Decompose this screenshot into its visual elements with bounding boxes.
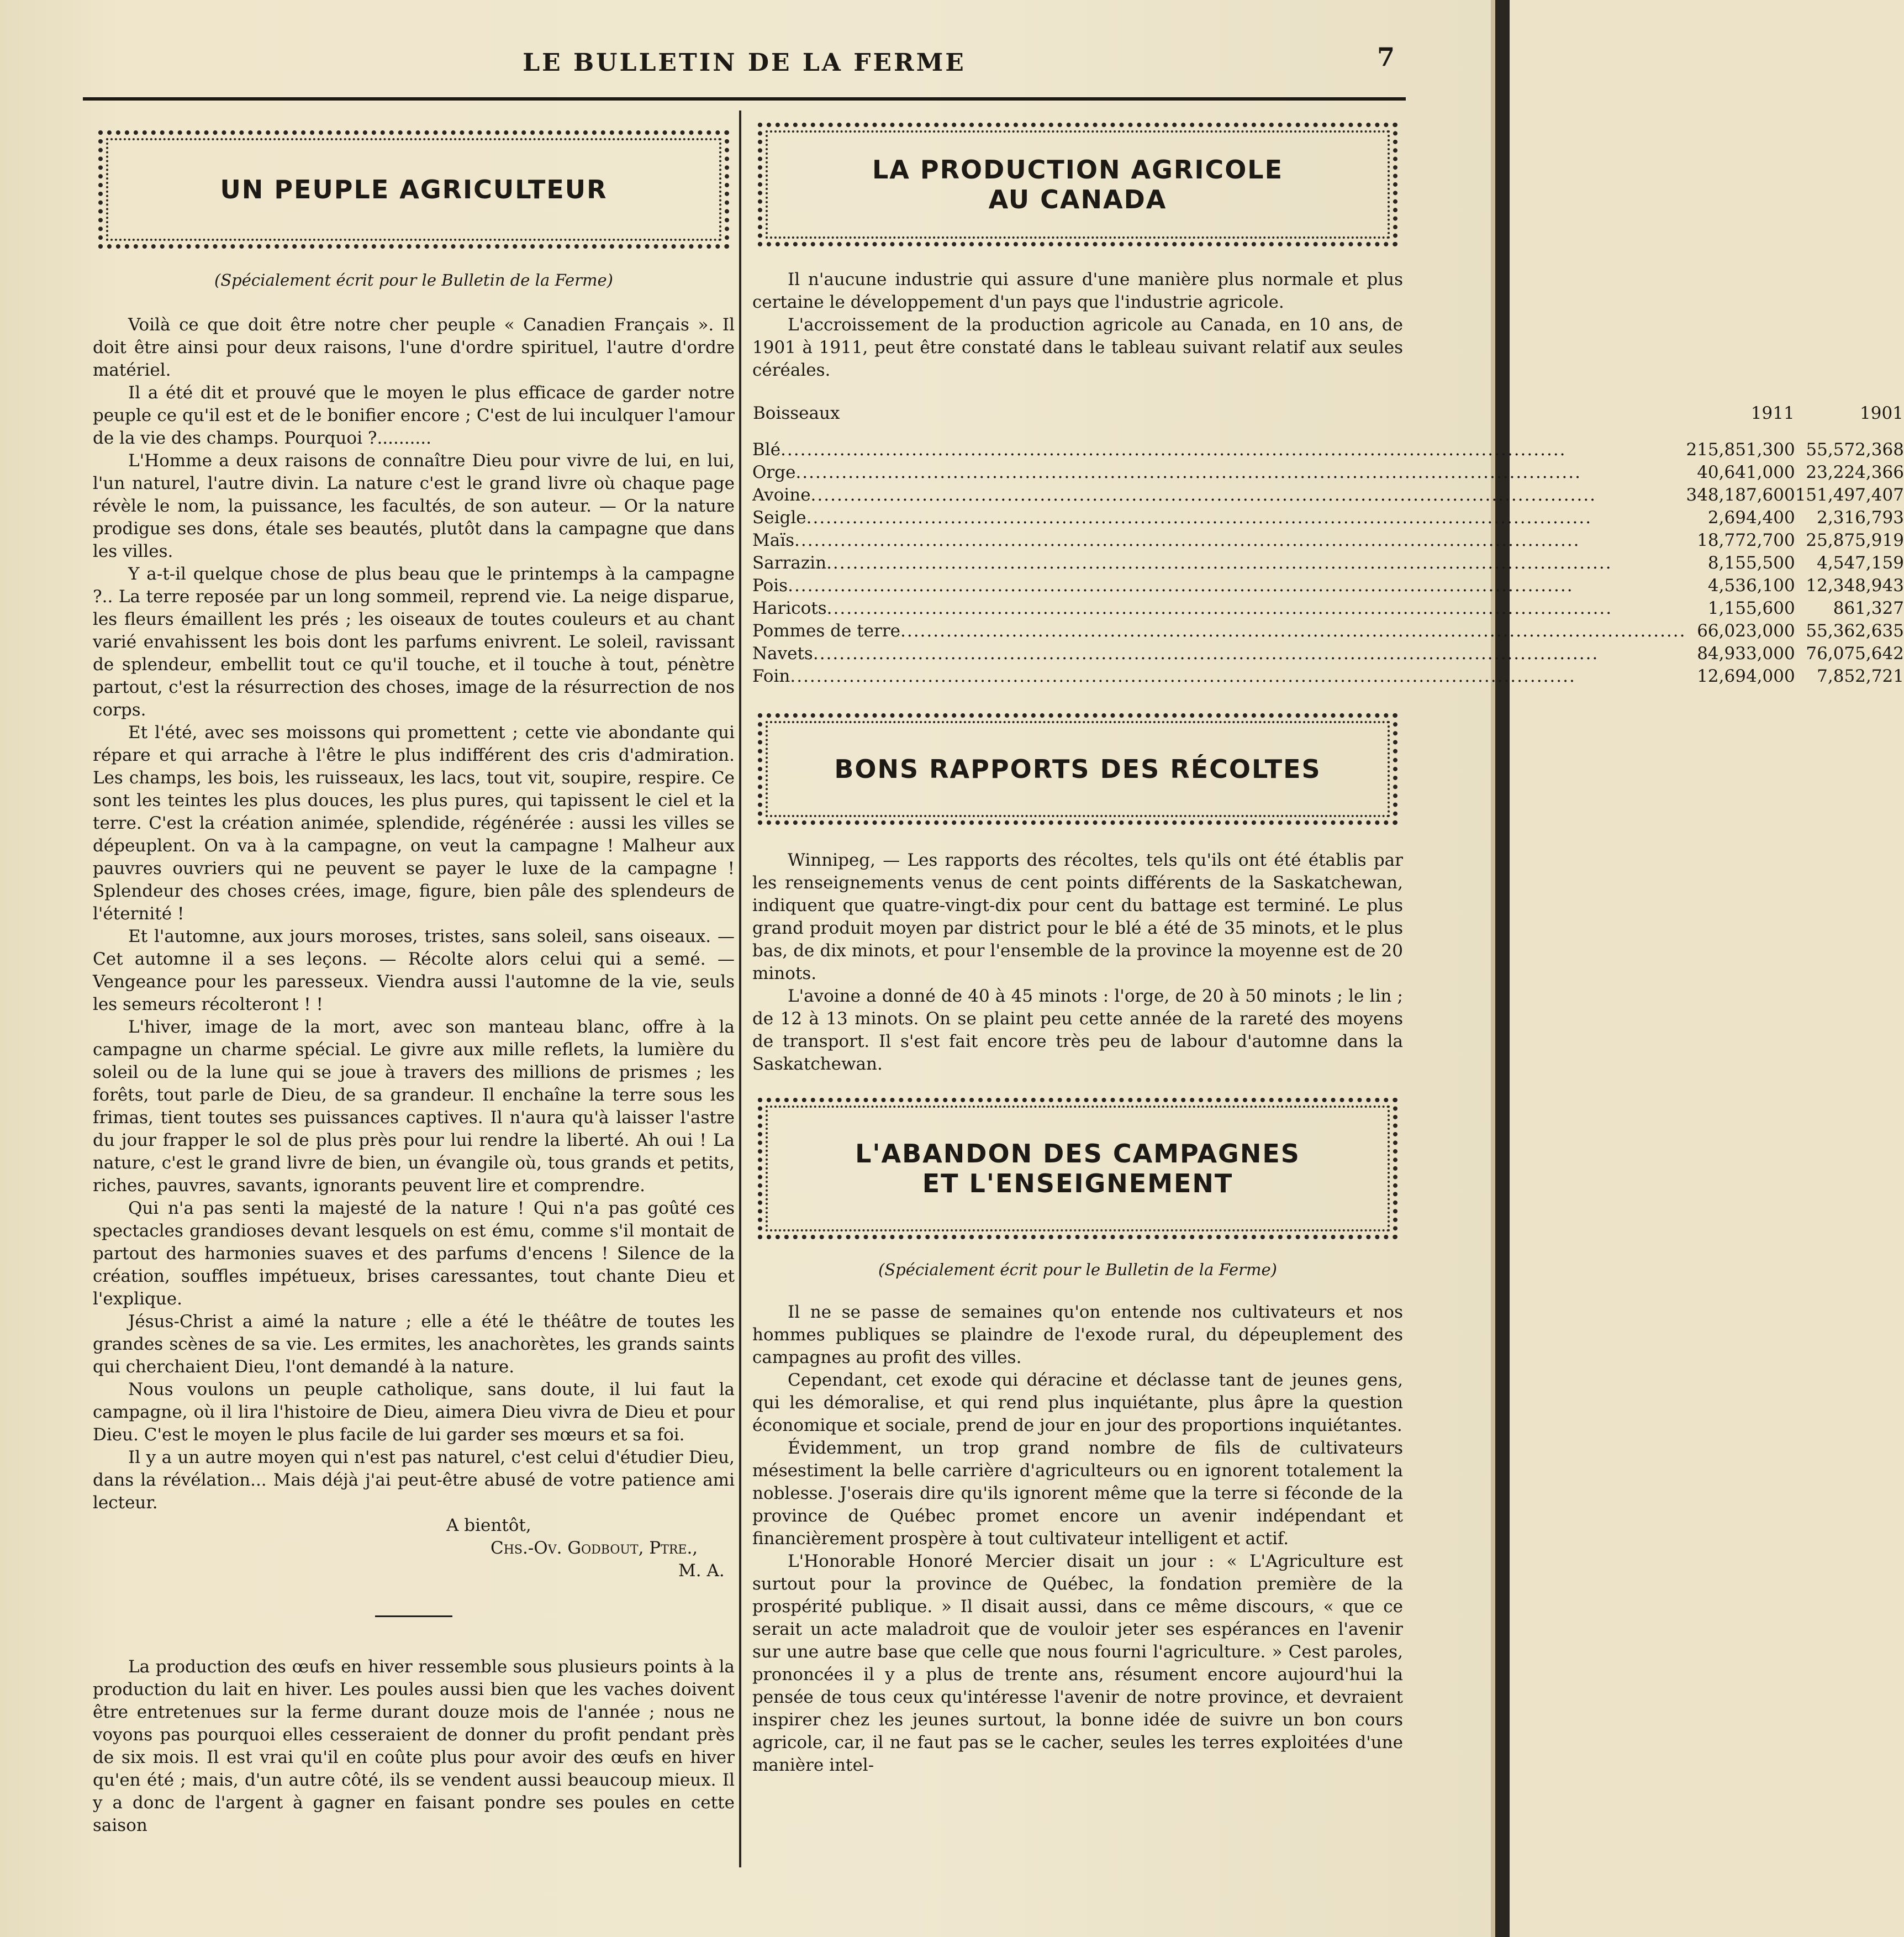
table-header-row: [752, 401, 1904, 439]
paragraph: Évidemment, un trop grand nombre de fils de cultivateurs mésestiment la belle carrière d'agriculteurs ou en ignorent totalement la noblesse. J'oserais dire qu'ils ignorent même que la terre si féconde de la province de Québec promet encore un avenir indépendant et financièrement prospère à tout cultivateur intelligent et actif.: [752, 1438, 1403, 1549]
production-table: [752, 401, 1904, 688]
article-title: [770, 1110, 1385, 1227]
table-header-cell: 1901: [1860, 403, 1903, 423]
table-cell-1901: 2,316,793: [1817, 508, 1904, 528]
paragraph: Et l'automne, aux jours moroses, tristes, sans soleil, sans oiseaux. — Cet automne il a ses leçons. — Récolte alors celui qui a semé. — Vengeance pour les paresseux. Viendra aussi l'automne de la vie, seuls les semeurs récolteront ! !: [93, 927, 735, 1014]
table-body: [752, 439, 1904, 688]
article-title-line: ET L'ENSEIGNEMENT: [922, 1168, 1233, 1198]
table-row: [752, 575, 1904, 597]
crop-name: Haricots: [752, 598, 827, 618]
table-cell-1901: 25,875,919: [1806, 530, 1904, 550]
table-row: [752, 597, 1904, 620]
article-title: [770, 135, 1385, 234]
page-edge-shadow: [1491, 0, 1495, 1937]
paragraph: Voilà ce que doit être notre cher peuple « Canadien Français ». Il doit être ainsi pour deux raisons, l'une d'ordre spirituel, l'autre d'ordre matériel.: [93, 315, 735, 380]
signature-title: M. A.: [678, 1561, 725, 1581]
table-cell-1911: 12,694,000: [1697, 666, 1795, 686]
table-cell-1901: 76,075,642: [1806, 644, 1904, 664]
table-cell-1911: 1,155,600: [1707, 598, 1795, 618]
paragraph: Cependant, cet exode qui déracine et déclasse tant de jeunes gens, qui les démoralise, et qui rend plus inquiétante, plus âpre la question économique et sociale, prend de jour en jour des proportions inquiétantes.: [752, 1370, 1403, 1435]
table-cell-1911: 18,772,700: [1697, 530, 1795, 550]
crop-name: Pois: [752, 576, 788, 596]
table-cell-crop: [752, 575, 1686, 597]
crop-name: Pommes de terre: [752, 621, 900, 641]
article-title: UN PEUPLE AGRICULTEUR: [220, 175, 608, 204]
article-byline: (Spécialement écrit pour le Bulletin de la Ferme): [214, 271, 613, 290]
eggs-paragraph: La production des œufs en hiver ressemble sous plusieurs points à la production du lait en hiver. Les poules aussi bien que les vaches doivent être entretenues sur la ferme durant douze mois de l'année ; nous ne voyons pas pourquoi elles cesseraient de donner du profit pendant près de six mois. Il est vrai qu'il en coûte plus pour avoir des œufs en hiver qu'en été ; mais, d'un autre côté, ils se vendent aussi beaucoup mieux. Il y a donc de l'argent à gagner en faisant pondre ses poules en cette saison: [93, 1657, 735, 1835]
signature-author: Chs.-Ov. Godbout, Ptre.,: [490, 1538, 698, 1558]
table-row: [752, 529, 1904, 552]
leader-dots: ........................................................................................................................: [780, 440, 1567, 460]
table-cell-1901: 55,572,368: [1806, 440, 1904, 460]
table-cell-1911: 66,023,000: [1697, 621, 1795, 641]
leader-dots: ........................................................................................................................: [826, 553, 1612, 573]
section-divider: [375, 1615, 452, 1617]
left-column: [93, 116, 735, 1837]
leader-dots: ........................................................................................................................: [900, 621, 1686, 641]
crop-name: Seigle: [752, 508, 806, 528]
table-cell-1911: 2,694,400: [1707, 508, 1795, 528]
table-row: [752, 439, 1904, 461]
table-row: [752, 620, 1904, 643]
leader-dots: ........................................................................................................................: [826, 598, 1613, 618]
paragraph: Et l'été, avec ses moissons qui promettent ; cette vie abondante qui répare et qui arrache à l'être le plus indifférent des cris d'admiration. Les champs, les bois, les ruisseaux, les lacs, tout vit, soupire, respire. Ce sont les teintes les plus douces, les plus pures, qui tapissent le ciel et la terre. C'est la création animée, splendide, régénérée : aussi les villes se dépeuplent. On va à la campagne, on veut la campagne ! Malheur aux pauvres ouvriers qui ne peuvent se payer le luxe de la campagne ! Splendeur des choses crées, image, figure, bien pâle des splendeurs de l'éternité !: [93, 723, 735, 924]
column-divider: [739, 110, 741, 1867]
paragraph: Nous voulons un peuple catholique, sans doute, il lui faut la campagne, où il lira l'histoire de Dieu, aimera Dieu vivra de Dieu et pour Dieu. C'est le moyen le plus facile de lui garder ses mœurs et sa foi.: [93, 1380, 735, 1445]
paragraph: L'Homme a deux raisons de connaître Dieu pour vivre de lui, en lui, l'un naturel, l'autre divin. La nature c'est le grand livre où chaque page révèle le nom, la puissance, les facultés, de son auteur. — Or la nature prodigue ses dons, étale ses beautés, plutôt dans la campagne que dans les villes.: [93, 451, 735, 561]
leader-dots: ........................................................................................................................: [795, 462, 1581, 482]
leader-dots: ........................................................................................................................: [813, 644, 1599, 664]
table-row: [752, 484, 1904, 507]
table-cell-1911: 84,933,000: [1697, 644, 1795, 664]
table-cell-crop: [752, 597, 1686, 620]
recoltes-article: [752, 849, 1403, 1076]
table-cell-crop: [752, 665, 1686, 688]
table-cell-1901: 151,497,407: [1795, 485, 1904, 505]
paragraph: Qui n'a pas senti la majesté de la nature ! Qui n'a pas goûté ces spectacles grandioses devant lesquels on est ému, comme s'il montait de partout des harmonies suaves et des parfums d'encens ! Silence de la création, souffles impétueux, brises caressantes, tout chante Dieu et l'explique.: [93, 1198, 735, 1309]
article-title-line: LA PRODUCTION AGRICOLE: [872, 155, 1284, 185]
paragraph: L'avoine a donné de 40 à 45 minots : l'orge, de 20 à 50 minots ; le lin ; de 12 à 13 minots. On se plaint peu cette année de la rareté des moyens de transport. Il s'est fait encore très peu de labour d'automne dans la Saskatchewan.: [752, 986, 1403, 1074]
paragraph: Il a été dit et prouvé que le moyen le plus efficace de garder notre peuple ce qu'il est et de le bonifier encore ; C'est de lui inculquer l'amour de la vie des champs. Pourquoi ?..........: [93, 383, 735, 448]
table-cell-crop: [752, 439, 1686, 461]
article-title-line: AU CANADA: [988, 185, 1167, 214]
article-title-box: [758, 713, 1397, 825]
paragraph: Y a-t-il quelque chose de plus beau que le printemps à la campagne ?.. La terre reposée par un long sommeil, reprend vie. La neige disparue, les fleurs émaillent les prés ; les oiseaux de toutes couleurs et au chant varié envahissent les bois dont les parfums enivrent. Le soleil, ravissant de splendeur, embellit tout ce qu'il touche, et il touche à tout, pénètre partout, c'est la résurrection des choses, image de la résurrection de nos corps.: [93, 564, 735, 720]
paragraph: L'accroissement de la production agricole au Canada, en 10 ans, de 1901 à 1911, peut être constaté dans le tableau suivant relatif aux seules céréales.: [752, 315, 1403, 380]
page-edge: [1495, 0, 1510, 1937]
table-cell-crop: [752, 461, 1686, 484]
article-title-box: [758, 123, 1397, 246]
crop-name: Navets: [752, 644, 813, 664]
table-cell-crop: [752, 529, 1686, 552]
article-title-line: L'ABANDON DES CAMPAGNES: [855, 1139, 1300, 1168]
table-cell-crop: [752, 620, 1686, 643]
article-byline: (Spécialement écrit pour le Bulletin de la Ferme): [878, 1260, 1277, 1279]
leader-dots: ........................................................................................................................: [788, 576, 1574, 596]
table-cell-crop: [752, 552, 1686, 575]
table-cell-1911: 348,187,600: [1686, 485, 1795, 505]
table-row: [752, 507, 1904, 529]
table-cell-1901: 23,224,366: [1806, 462, 1904, 482]
article-title-box: [98, 130, 729, 249]
paragraph: Il n'aucune industrie qui assure d'une manière plus normale et plus certaine le développement d'un pays que l'industrie agricole.: [752, 270, 1403, 312]
table-row: [752, 552, 1904, 575]
table-cell-1911: 215,851,300: [1686, 440, 1795, 460]
crop-name: Orge: [752, 462, 796, 482]
crop-name: Foin: [752, 666, 790, 686]
paragraph: Jésus-Christ a aimé la nature ; elle a été le théâtre de toutes les grandes scènes de sa vie. Les ermites, les anachorètes, les grands saints qui cherchaient Dieu, l'ont demandé à la nature.: [93, 1312, 735, 1377]
signature: [93, 1514, 735, 1582]
table-cell-1911: 8,155,500: [1707, 553, 1795, 573]
table-row: [752, 665, 1904, 688]
newspaper-title: LE BULLETIN DE LA FERME: [523, 49, 966, 77]
leader-dots: ........................................................................................................................: [806, 508, 1592, 528]
signature-greeting: A bientôt,: [446, 1515, 531, 1535]
page-number: 7: [1376, 42, 1395, 72]
crop-name: Avoine: [752, 485, 811, 505]
leader-dots: ........................................................................................................................: [790, 666, 1576, 686]
table-cell-1901: 55,362,635: [1806, 621, 1904, 641]
article-title: BONS RAPPORTS DES RÉCOLTES: [834, 754, 1321, 784]
crop-name: Blé: [752, 440, 781, 460]
table-cell-1901: 4,547,159: [1817, 553, 1904, 573]
paragraph: L'hiver, image de la mort, avec son manteau blanc, offre à la campagne un charme spécial. Le givre aux mille reflets, la lumière du soleil ou de la lune qui se joue à travers des millions de prismes ; les forêts, tout parle de Dieu, de sa grandeur. Il enchaîne la terre sous les frimas, tient toutes ses puissances captives. Il n'aura qu'à laisser l'astre du jour frapper le sol de plus près pour lui rendre la liberté. Ah oui ! La nature, c'est le grand livre de bien, un évangile où, tous grands et petits, riches, pauvres, savants, ignorants peuvent lire et comprendre.: [93, 1017, 735, 1196]
table-row: [752, 461, 1904, 484]
table-cell-1901: 861,327: [1833, 598, 1904, 618]
paragraph: Il ne se passe de semaines qu'on entende nos cultivateurs et nos hommes publiques se plaindre de l'exode rural, du dépeuplement des campagnes au profit des villes.: [752, 1302, 1403, 1367]
article-title-box: [758, 1098, 1397, 1239]
table-cell-crop: [752, 484, 1686, 507]
header-rule: [83, 97, 1406, 101]
right-column: [752, 116, 1904, 1777]
table-header-cell: 1911: [1750, 403, 1795, 423]
leader-dots: ........................................................................................................................: [794, 530, 1580, 550]
table-header-cell: Boisseaux: [753, 403, 840, 423]
page-header: [83, 39, 1406, 88]
leader-dots: ........................................................................................................................: [810, 485, 1597, 505]
table-cell-1911: 4,536,100: [1707, 576, 1795, 596]
table-cell-crop: [752, 507, 1686, 529]
production-intro: [752, 269, 1403, 382]
table-cell-crop: [752, 643, 1686, 665]
paragraph: Il y a un autre moyen qui n'est pas naturel, c'est celui d'étudier Dieu, dans la révélation... Mais déjà j'ai peut-être abusé de votre patience ami lecteur.: [93, 1448, 735, 1513]
crop-name: Sarrazin: [752, 553, 827, 573]
table-row: [752, 643, 1904, 665]
table-cell-1911: 40,641,000: [1697, 462, 1795, 482]
table-cell-1901: 12,348,943: [1806, 576, 1904, 596]
table-cell-1901: 7,852,721: [1817, 666, 1904, 686]
crop-name: Maïs: [752, 530, 795, 550]
paragraph: L'Honorable Honoré Mercier disait un jour : « L'Agriculture est surtout pour la province de Québec, la fondation première de la prospérité publique. » Il disait aussi, dans ce même discours, « que ce serait un acte maladroit que de vouloir jeter ses espérances en l'avenir sur une autre base que celle que nous fourni l'agriculture. » Cest paroles, prononcées il y a plus de trente ans, résument encore aujourd'hui la pensée de tous ceux qu'intéresse l'avenir de notre province, et devraient inspirer chez les jeunes surtout, la bonne idée de suivre un bon cours agricole, car, il ne faut pas se le cacher, seules les terres exploitées d'une manière intel-: [752, 1551, 1403, 1775]
paragraph: Winnipeg, — Les rapports des récoltes, tels qu'ils ont été établis par les renseignements venus de cent points différents de la Saskatchewan, indiquent que quatre-vingt-dix pour cent du battage est terminé. Le plus grand produit moyen par district pour le blé a été de 35 minots, et le plus bas, de dix minots, et pour l'ensemble de la province la moyenne est de 20 minots.: [752, 850, 1403, 983]
